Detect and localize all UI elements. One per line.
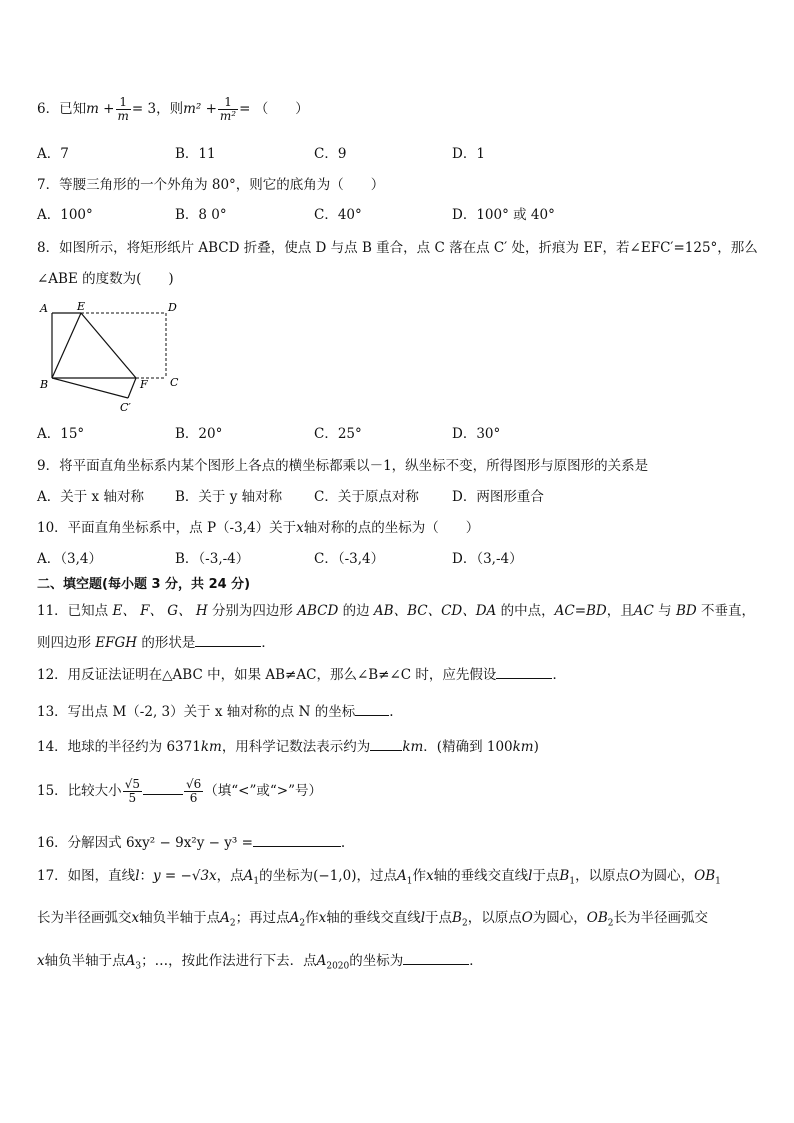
q17-line3	[37, 950, 483, 977]
q6-stem	[37, 96, 309, 123]
q11-end: ．	[261, 635, 275, 651]
q7-option-c: C．40°	[314, 207, 362, 223]
segment-bc-prime	[52, 378, 128, 398]
q6-eq1-rhs: = 3	[131, 101, 157, 117]
q17-l1-i: ，以原点	[575, 868, 630, 884]
q11-vars1: E、 F、 G、 H	[112, 603, 208, 619]
q9-option-c: C．关于原点对称	[314, 489, 419, 505]
q11-var2: ABCD	[297, 603, 339, 619]
q17-l1-d: 的坐标为	[259, 868, 314, 884]
q11-line2-a: 则四边形	[37, 635, 91, 651]
q17-l2-ob: OB	[586, 910, 608, 926]
q9-option-d: D．两图形重合	[452, 489, 544, 505]
q17-sub-1a: 1	[253, 876, 260, 887]
q17-l2-a: 长为半径画弧交	[37, 910, 132, 926]
q17-l3-a3: A	[125, 953, 136, 969]
q6-eq2-lhs: m² +	[183, 101, 217, 117]
q17-l2-b: 轴负半轴于点	[139, 910, 221, 926]
q10-stem	[37, 518, 479, 538]
q14-a: 14．地球的半径约为 6371	[37, 739, 201, 755]
q13-answer-blank[interactable]	[355, 701, 389, 716]
q14-b: ，用科学记数法表示约为	[221, 739, 371, 755]
q17-l2-h: 为圆心，	[532, 910, 587, 926]
q10-stem-b: 轴对称的点的坐标为（ ）	[303, 520, 480, 536]
q17-l1-e: ，过点	[356, 868, 397, 884]
q12-stem	[37, 664, 566, 685]
q8-stem-line2: ∠ABE 的度数为( )	[37, 271, 174, 287]
q15-frac1	[123, 778, 142, 805]
q11-line2	[37, 632, 275, 653]
q17-l1-j: 为圆心，	[640, 868, 695, 884]
q11-line1	[37, 601, 755, 621]
q6-frac2	[218, 96, 238, 123]
q13-end: .	[389, 704, 394, 720]
q17-l2-a2b: A	[289, 910, 300, 926]
q17-l2-l: l	[420, 910, 426, 926]
q17-l1-a1: A	[243, 868, 254, 884]
q17-end: ．	[469, 953, 483, 969]
q13-stem	[37, 701, 394, 722]
q16-text: 16．分解因式 6xy² − 9x²y − y³ =	[37, 835, 253, 851]
q14-c: ．(精确到 100	[423, 739, 513, 755]
q9-stem: 9．将平面直角坐标系内某个图形上各点的横坐标都乘以－1，纵坐标不变，所得图形与原图形的关系是	[37, 458, 649, 474]
q6-frac1	[116, 96, 131, 123]
q17-line2	[37, 908, 708, 934]
q17-l1-eq: y = −√3x	[153, 868, 217, 884]
q10-option-c: C．（-3,4）	[314, 551, 385, 567]
q11-line2-b: 的形状是	[141, 635, 196, 651]
q8-stem-line1: 8．如图所示，将矩形纸片 ABCD 折叠，使点 D 与点 B 重合，点 C 落在点 C′ 处，折痕为 EF，若∠EFC′=125°，那么	[37, 240, 758, 256]
q11-p6: 与	[658, 603, 672, 619]
q17-l2-x1: x	[131, 910, 140, 926]
q7-option-b: B．8 0°	[175, 207, 227, 223]
q17-l1-b: ：	[139, 868, 154, 884]
q8-option-c: C．25°	[314, 426, 362, 442]
label-d: D	[168, 301, 177, 314]
q11-p1: 11．已知点	[37, 603, 109, 619]
q8-option-d: D．30°	[452, 426, 501, 442]
q11-var4: AC=BD	[554, 603, 607, 619]
q17-l1-a: 17．如图，直线	[37, 868, 136, 884]
q10-var-x: x	[296, 520, 304, 536]
q6-frac2-den: m²	[219, 109, 237, 123]
q14-unit-2: km	[402, 739, 424, 755]
q15-answer-blank[interactable]	[143, 780, 183, 795]
q14-unit-3: km	[512, 739, 534, 755]
q7-option-d: D．100° 或 40°	[452, 207, 555, 223]
label-b: B	[40, 378, 49, 391]
q11-p5: ，且	[606, 603, 634, 619]
q17-sub-3: 3	[135, 961, 142, 972]
q6-eq1-lhs: m +	[86, 101, 115, 117]
q17-sub-2d: 2	[607, 918, 614, 929]
q17-sub-2a: 2	[229, 918, 236, 929]
q14-d: )	[533, 739, 539, 755]
q10-option-b: B．（-3,-4）	[175, 551, 250, 567]
q6-option-d: D．1	[452, 146, 485, 162]
q17-l1-b1: B	[559, 868, 570, 884]
q14-unit-1: km	[200, 739, 222, 755]
q17-l1-o: O	[629, 868, 641, 884]
label-c: C	[170, 376, 179, 389]
q9-option-a: A．关于 x 轴对称	[37, 489, 144, 505]
q17-sub-2020: 2020	[326, 961, 350, 972]
q17-l2-f: 于点	[425, 910, 453, 926]
q15-frac2-den: 6	[189, 791, 198, 805]
q6-prefix: 6．已知	[37, 101, 87, 117]
q17-sub-1d: 1	[715, 876, 721, 887]
q17-sub-1b: 1	[406, 876, 413, 887]
q17-l1-l2: l	[528, 868, 533, 884]
q6-frac1-num: 1	[116, 96, 131, 110]
q17-l1-l: l	[135, 868, 140, 884]
q17-l3-a: 轴负半轴于点	[44, 953, 126, 969]
q6-eq2-rhs: = （ ）	[239, 101, 309, 117]
q17-l2-x2: x	[318, 910, 327, 926]
q17-sub-1c: 1	[569, 876, 576, 887]
q17-l2-o: O	[521, 910, 533, 926]
q17-l2-b2: B	[452, 910, 462, 926]
q16-answer-blank[interactable]	[253, 832, 341, 847]
section-title-fill-in: 二、填空题(每小题 3 分，共 24 分)	[37, 577, 251, 592]
q17-l1-a1b: A	[396, 868, 407, 884]
q10-option-a: A．（3,4）	[37, 551, 102, 567]
q17-answer-blank[interactable]	[403, 950, 469, 965]
q12-end: ．	[552, 667, 566, 683]
q11-var5: AC	[633, 603, 654, 619]
q15-frac2-num: √6	[185, 777, 202, 791]
crease-ef	[81, 313, 136, 378]
q17-l2-a2: A	[220, 910, 230, 926]
q10-stem-a: 10．平面直角坐标系中，点 P（-3,4）关于	[37, 520, 297, 536]
q6-frac1-den: m	[117, 109, 129, 123]
q6-option-b: B．11	[175, 146, 216, 162]
label-c-prime: C′	[120, 401, 131, 414]
q7-option-a: A．100°	[37, 207, 93, 223]
q10-option-d: D．（3,-4）	[452, 551, 523, 567]
q17-sub-2b: 2	[299, 918, 306, 929]
q17-l2-c: ；再过点	[235, 910, 290, 926]
q6-option-c: C．9	[314, 146, 347, 162]
q17-l1-h: 于点	[532, 868, 560, 884]
q17-l1-ob: OB	[694, 868, 716, 884]
q6-frac2-num: 1	[218, 96, 238, 110]
q16-stem	[37, 832, 345, 853]
q17-l3-c: 的坐标为	[349, 953, 404, 969]
segment-be	[52, 313, 81, 378]
q17-l2-g: ，以原点	[467, 910, 522, 926]
q12-answer-blank[interactable]	[496, 664, 552, 679]
segment-fc-prime	[128, 378, 136, 398]
q11-answer-blank[interactable]	[195, 632, 261, 647]
q14-stem	[37, 736, 539, 757]
q17-l2-i: 长为半径画弧交	[613, 910, 709, 926]
label-e: E	[77, 300, 86, 313]
q17-l1-coord: (−1,0)	[313, 868, 357, 884]
q15-stem	[37, 776, 322, 806]
q15-b: （填“<”或“>”号）	[204, 783, 322, 799]
q11-line2-var: EFGH	[95, 635, 138, 651]
q15-a: 15．比较大小	[37, 783, 122, 799]
label-f: F	[140, 378, 148, 391]
q16-end: .	[340, 835, 346, 851]
q15-frac1-den: 5	[128, 791, 137, 805]
q6-option-a: A．7	[37, 146, 69, 162]
q11-vars3: AB、BC、CD、DA	[373, 603, 497, 619]
q6-mid: ，则	[156, 101, 184, 117]
q17-l1-c: ，点	[216, 868, 244, 884]
q17-l3-x: x	[37, 953, 45, 969]
q17-l2-e: 轴的垂线交直线	[326, 910, 421, 926]
q17-line1	[37, 866, 721, 892]
q11-p4: 的中点，	[500, 603, 555, 619]
q17-l1-f: 作	[412, 868, 426, 884]
q7-stem: 7．等腰三角形的一个外角为 80°，则它的底角为（ ）	[37, 177, 385, 193]
q8-figure	[36, 298, 186, 418]
q17-l1-g: 轴的垂线交直线	[433, 868, 529, 884]
q8-option-b: B．20°	[175, 426, 223, 442]
q17-l1-x: x	[425, 868, 434, 884]
q8-option-a: A．15°	[37, 426, 85, 442]
q9-option-b: B．关于 y 轴对称	[175, 489, 283, 505]
q17-l2-d: 作	[305, 910, 319, 926]
q11-p2: 分别为四边形	[211, 603, 293, 619]
q11-p3: 的边	[342, 603, 370, 619]
q13-text: 13．写出点 M（-2, 3）关于 x 轴对称的点 N 的坐标	[37, 704, 356, 720]
q17-l3-a2020: A	[316, 953, 327, 969]
q11-p7: 不垂直，	[700, 603, 755, 619]
q12-text: 12．用反证法证明在△ABC 中，如果 AB≠AC，那么∠B≠∠C 时，应先假设	[37, 667, 497, 683]
q15-frac1-num: √5	[124, 777, 140, 791]
q11-var6: BD	[675, 603, 697, 619]
q17-l3-b: ；…，按此作法进行下去．点	[141, 953, 317, 969]
q14-answer-blank[interactable]	[370, 736, 402, 751]
q15-frac2	[184, 778, 203, 805]
q17-sub-2c: 2	[461, 918, 468, 929]
label-a: A	[40, 302, 48, 315]
